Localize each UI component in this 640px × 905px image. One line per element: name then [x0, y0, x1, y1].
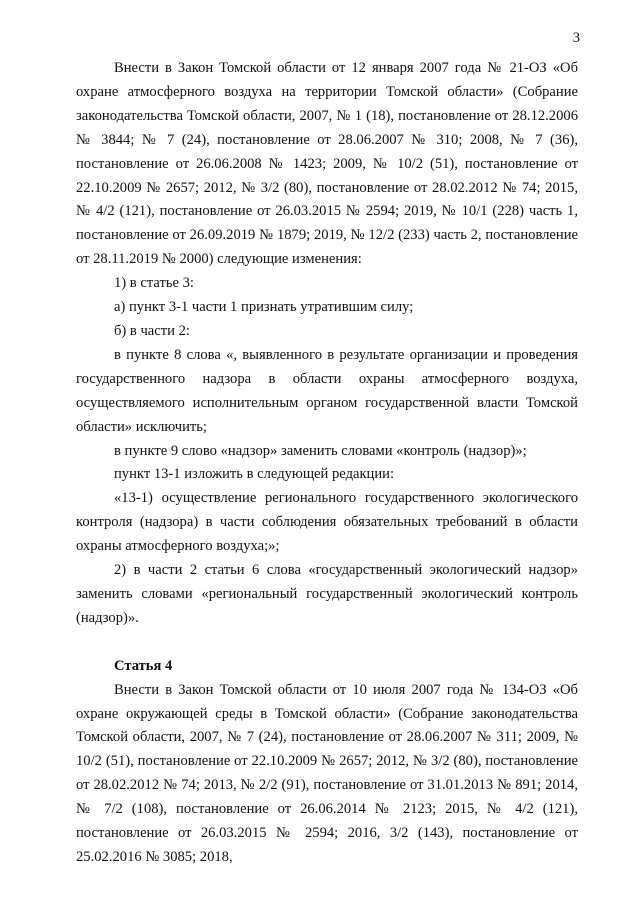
- paragraph-amend-law-21: Внести в Закон Томской области от 12 января 2007 года № 21-ОЗ «Об охране атмосферного воздуха на территории Томской области» (Собрание законодательства Томской области, 2007, № 1 (18), постановление от 28.12.2006 № 3844; № 7 (24), постановление от 28.06.2007 № 310; 2008, № 7 (36), постановление от 26.06.2008 № 1423; 2009, № 10/2 (51), постановление от 22.10.2009 № 2657; 2012, № 3/2 (80), постановление от 28.02.2012 № 74; 2015, № 4/2 (121), постановление от 26.03.2015 № 2594; 2019, № 10/1 (228) часть 1, постановление от 26.09.2019 № 1879; 2019, № 12/2 (233) часть 2, постановление от 28.11.2019 № 2000) следующие изменения:: [76, 60, 578, 268]
- document-body: [76, 57, 578, 870]
- section-gap: [76, 631, 578, 655]
- paragraph-item-1: 1) в статье 3:: [114, 275, 194, 292]
- paragraph-point-8: в пункте 8 слова «, выявленного в результате организации и проведения государственного надзора в области охраны атмосферного воздуха, осуществляемого исполнительным органом государственной власти Томской области» исключить;: [76, 346, 578, 435]
- paragraph-item-1b: б) в части 2:: [114, 322, 190, 339]
- article-4-heading: Статья 4: [114, 657, 173, 674]
- paragraph-point-9: в пункте 9 слово «надзор» заменить словами «контроль (надзор)»;: [114, 442, 527, 459]
- paragraph-point-13-1-intro: пункт 13-1 изложить в следующей редакции:: [114, 466, 395, 483]
- paragraph-amend-law-134: Внести в Закон Томской области от 10 июля 2007 года № 134-ОЗ «Об охране окружающей среды в Томской области» (Собрание законодательства Томской области, 2007, № 7 (24), постановление от 28.06.2007 № 311; 2009, № 10/2 (51), постановление от 22.10.2009 № 2657; 2012, № 3/2 (80), постановление от 28.02.2012 № 74; 2013, № 2/2 (91), постановление от 31.01.2013 № 891; 2014, № 7/2 (108), постановление от 26.06.2014 № 2123; 2015, № 4/2 (121), постановление от 26.03.2015 № 2594; 2016, 3/2 (143), постановление от 25.02.2016 № 3085; 2018,: [76, 681, 578, 865]
- paragraph-item-2: 2) в части 2 статьи 6 слова «государственный экологический надзор» заменить словами «региональный государственный экологический контроль (надзор)».: [76, 562, 578, 626]
- paragraph-point-13-1-text: «13-1) осуществление регионального государственного экологического контроля (надзора) в части соблюдения обязательных требований в области охраны атмосферного воздуха;»;: [76, 490, 578, 555]
- page-number: 3: [572, 30, 580, 46]
- paragraph-item-1a: а) пункт 3-1 части 1 признать утратившим силу;: [114, 299, 414, 316]
